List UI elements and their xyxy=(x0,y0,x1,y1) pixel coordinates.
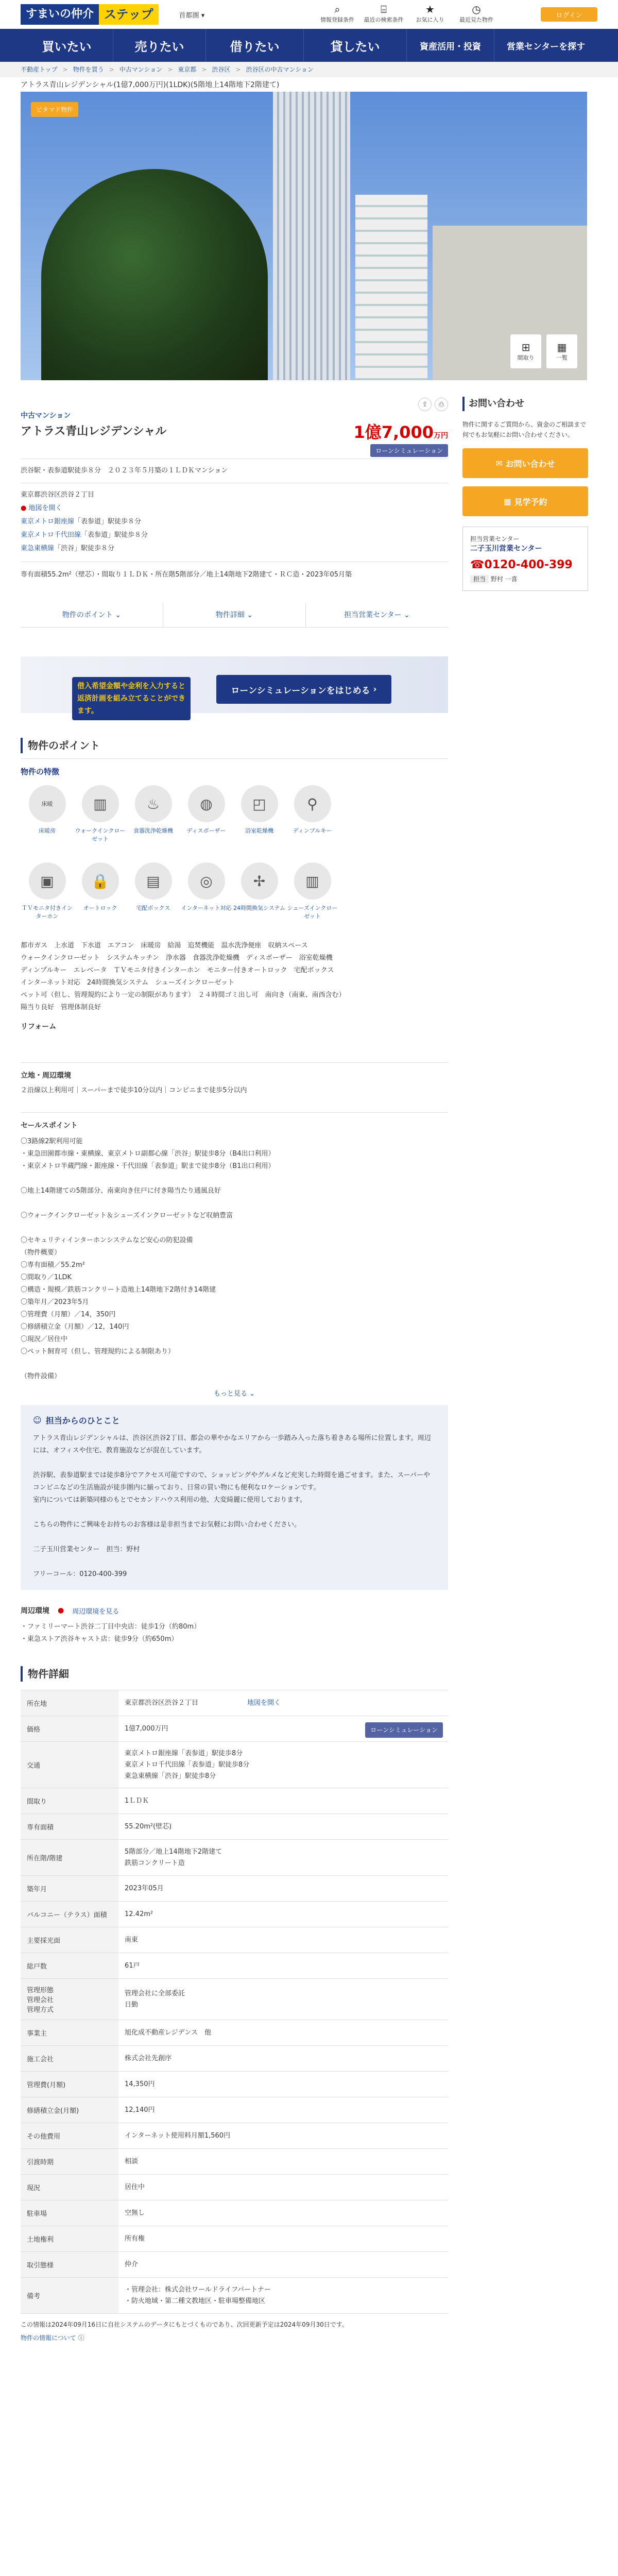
bath-dryer-icon: ◰ xyxy=(241,785,278,822)
detail-value xyxy=(118,2252,448,2277)
detail-row xyxy=(21,2175,448,2200)
crumb[interactable]: 渋谷区の中古マンション xyxy=(246,66,314,73)
anchor-tabs xyxy=(21,603,448,628)
intercom-icon: ▣ xyxy=(29,862,66,900)
sidebar-title: お問い合わせ xyxy=(462,397,588,411)
detail-map-link[interactable]: 地図を開く xyxy=(247,1699,281,1707)
crumb[interactable]: 不動産トップ xyxy=(21,66,58,73)
crumb-sep: > xyxy=(62,66,68,73)
calendar-icon: ▦ xyxy=(503,496,511,506)
detail-label: 交通 xyxy=(21,1742,118,1788)
feature-label: ディンプルキー xyxy=(293,827,332,834)
feature-label: 食器洗浄乾燥機 xyxy=(133,827,173,834)
feature-dishwasher xyxy=(127,785,180,862)
nav-buy[interactable]: 買いたい xyxy=(21,29,113,62)
inquiry-button[interactable] xyxy=(462,448,588,478)
page-title: アトラス青山レジデンシャル(1億7,000万円)(1LDK)(5階地上14階地下2階建て) xyxy=(21,81,280,89)
map-link[interactable] xyxy=(21,502,448,515)
detail-value xyxy=(118,1690,448,1716)
divider xyxy=(21,758,448,759)
detail-table xyxy=(21,1690,448,2314)
detail-row xyxy=(21,2149,448,2175)
sidebar-staff xyxy=(470,574,580,583)
detail-row xyxy=(21,1814,448,1840)
crumb-sep: > xyxy=(235,66,241,73)
detail-text: 居住中 xyxy=(125,2183,145,2191)
crumb-sep: > xyxy=(109,66,114,73)
detail-label: 取引態様 xyxy=(21,2252,118,2277)
station-text: 「表参道」駅徒歩８分 xyxy=(74,518,142,526)
crumb[interactable]: 中古マンション xyxy=(119,66,163,73)
nav-lend[interactable]: 貸したい xyxy=(304,29,407,62)
near-text: ・ファミリーマート渋谷二丁目中央店：徒歩1分（約80m） ・東急ストア渋谷キャスト店：徒歩9分（約650m） xyxy=(21,1623,201,1643)
detail-label: 現況 xyxy=(21,2175,118,2200)
detail-label: 施工会社 xyxy=(21,2046,118,2071)
detail-text: 12,140円 xyxy=(125,2106,155,2114)
tab-label: 物件のポイント xyxy=(62,611,113,619)
button-label: 見学予約 xyxy=(514,497,547,507)
hero-tag: ピタマド物件 xyxy=(31,102,78,117)
button-label: 間取り xyxy=(517,354,535,361)
button-label: お問い合わせ xyxy=(505,459,555,469)
detail-value xyxy=(118,1716,448,1741)
grid-icon: ▦ xyxy=(557,341,567,353)
key-icon: ⚲ xyxy=(294,785,331,822)
favorites-link[interactable] xyxy=(407,3,453,24)
sub-title: 物件の特徴 xyxy=(21,767,60,776)
sidebar-desc: 物件に関するご質問から、資金のご相談まで何でもお気軽にお問い合わせください。 xyxy=(462,421,587,438)
detail-label: 土地権利 xyxy=(21,2226,118,2251)
feature-floor-heating xyxy=(21,785,74,862)
feature-intercom xyxy=(21,862,74,940)
station-text: 「表参道」駅徒歩８分 xyxy=(81,531,148,539)
catch-copy: 渋谷駅・表参道駅徒歩８分 ２０２３年５月築の１ＬＤＫマンション xyxy=(21,467,228,474)
map-link-text[interactable]: 地図を開く xyxy=(28,504,62,512)
feature-label: ディスポーザー xyxy=(186,827,226,834)
detail-row xyxy=(21,1979,448,2020)
feature-bath-dryer xyxy=(233,785,286,862)
detail-label: 備考 xyxy=(21,2278,118,2313)
detail-label: 管理費(月額) xyxy=(21,2072,118,2097)
crumb[interactable]: 渋谷区 xyxy=(212,66,231,73)
near-link[interactable]: 周辺環境を見る xyxy=(72,1607,119,1616)
detail-text: 空無し xyxy=(125,2209,145,2217)
detail-text: 61戸 xyxy=(125,1961,140,1970)
internet-icon: ◎ xyxy=(188,862,225,900)
nav-invest[interactable]: 資産活用・投資 xyxy=(407,29,494,62)
mail-icon: ✉ xyxy=(495,458,503,468)
detail-value xyxy=(118,1840,448,1875)
logo-text: すまいの仲介 xyxy=(21,4,99,25)
feature-label: 24時間換気システム xyxy=(233,905,285,911)
nav-find-center[interactable]: 営業センターを探す xyxy=(506,41,586,52)
detail-value xyxy=(118,1979,448,2020)
detail-text: 55.20m²(壁芯) xyxy=(125,1822,172,1831)
area-select[interactable]: 首都圏 ▾ xyxy=(179,11,205,20)
detail-label: 総戸数 xyxy=(21,1953,118,1978)
feature-ventilation xyxy=(233,862,286,940)
tab-label: 物件詳細 xyxy=(215,611,245,619)
staff-label: 担当 xyxy=(470,575,489,583)
feature-label: シューズインクローゼット xyxy=(287,905,338,920)
detail-row xyxy=(21,2123,448,2149)
near-header xyxy=(21,1605,448,1616)
staff-title-text: 担当からのひとこと xyxy=(45,1416,120,1426)
hero-image xyxy=(21,92,587,380)
divider xyxy=(21,1112,448,1113)
detail-text: 14,350円 xyxy=(125,2080,155,2088)
detail-row xyxy=(21,1742,448,1788)
feature-label: ＴＶモニタ付きインターホン xyxy=(22,905,73,920)
icon-label: 情報登録条件 xyxy=(320,16,354,23)
detail-row xyxy=(21,1840,448,1876)
global-nav xyxy=(0,29,618,62)
detail-value xyxy=(118,1788,448,1814)
detail-row xyxy=(21,2046,448,2072)
detail-text: 東京メトロ銀座線「表参道」駅徒歩8分 東京メトロ千代田線「表参道」駅徒歩8分 東急東横線「渋谷」駅徒歩8分 xyxy=(125,1749,250,1780)
section-title: 物件のポイント xyxy=(21,738,448,753)
more-label: もっと見る xyxy=(213,1390,247,1398)
station-text: 「渋谷」駅徒歩８分 xyxy=(54,545,115,552)
tab-center[interactable]: 担当営業センター ⌄ xyxy=(344,611,410,619)
sales-title: セールスポイント xyxy=(21,1122,78,1130)
nav-sell[interactable]: 売りたい xyxy=(113,29,206,62)
detail-row xyxy=(21,2020,448,2046)
detail-row xyxy=(21,2252,448,2278)
detail-text: 5階部分／地上14階地下2階建て 鉄筋コンクリート造 xyxy=(125,1848,222,1867)
tab-label: 担当営業センター xyxy=(344,611,402,619)
header xyxy=(0,0,618,29)
sidebar xyxy=(462,397,588,591)
center-label: 担当営業センター xyxy=(470,535,520,543)
detail-label: 間取り xyxy=(21,1788,118,1814)
feature-delivery-box xyxy=(127,862,180,940)
feature-wic xyxy=(74,785,127,862)
detail-row xyxy=(21,2072,448,2097)
photo-list-button[interactable] xyxy=(546,334,578,369)
recent-search-link[interactable] xyxy=(360,3,407,24)
recent-viewed-link[interactable] xyxy=(453,3,500,24)
phone-icon: ☎ xyxy=(470,558,485,571)
button-label: ローンシミュレーションをはじめる xyxy=(231,685,370,696)
logo-accent: ステップ xyxy=(99,4,159,25)
near-title: 周辺環境 xyxy=(21,1607,49,1615)
crumb-sep: > xyxy=(167,66,173,73)
staff-name: 野村 一喜 xyxy=(490,575,518,583)
detail-value xyxy=(118,2278,448,2313)
detail-value xyxy=(118,1876,448,1901)
detail-row xyxy=(21,1876,448,1902)
line-link[interactable]: 東京メトロ千代田線 xyxy=(21,531,81,539)
report-link[interactable]: 物件の情報について ⓘ xyxy=(21,2334,84,2342)
crumb[interactable]: 物件を買う xyxy=(73,66,104,73)
property-name: アトラス青山レジデンシャル xyxy=(21,425,167,438)
history-icon: ⌸ xyxy=(381,3,387,15)
detail-label: バルコニー（テラス）面積 xyxy=(21,1902,118,1927)
sales-text: 〇3路線2駅利用可能 ・東急田園都市線・東横線、東京メトロ副都心線「渋谷」駅徒歩8分（B4出口利用） ・東京メトロ半蔵門線・銀座線・千代田線「表参道」駅まで徒歩8分（B1出口利用） 〇地上14階建ての5階部分、南東向き住戸に付き陽当たり通風良好 〇ウォークインクローゼット＆シューズインクローゼットなど収納豊富 〇セキュリティインターホンシステムなど安心の防犯設備 （物件概要） 〇専有面積／55.2m² 〇間取り／1LDK 〇構造・規模／鉄筋コンクリート造地上14階地下2階付き14階建 〇築年月／2023年5月 〇管理費（月額）／14，350円 〇修繕積立金（月額）／12，140円 〇現況／居住中 〇ペット飼育可（但し、管理規約による制限あり） （物件設備） xyxy=(21,1138,275,1380)
feature-grid xyxy=(21,785,448,940)
loan-sim-button[interactable]: ローンシミュレーション xyxy=(370,444,448,457)
visit-button[interactable] xyxy=(462,486,588,516)
detail-row xyxy=(21,1690,448,1716)
detail-value xyxy=(118,2123,448,2148)
detail-label: 管理形態 管理会社 管理方式 xyxy=(21,1979,118,2020)
feature-label: オートロック xyxy=(83,905,117,911)
detail-text: 南東 xyxy=(125,1936,139,1944)
area-label: 首都圏 xyxy=(179,11,199,20)
detail-row xyxy=(21,2097,448,2123)
category-label: 中古マンション xyxy=(21,412,71,420)
detail-label: 価格 xyxy=(21,1716,118,1741)
tab-details[interactable]: 物件詳細 ⌄ xyxy=(163,603,306,627)
divider xyxy=(21,1062,448,1063)
feature-label: 宅配ボックス xyxy=(136,905,170,911)
detail-row xyxy=(21,2226,448,2252)
fan-icon: ✢ xyxy=(241,862,278,900)
nav-rent[interactable]: 借りたい xyxy=(206,29,304,62)
detail-value xyxy=(118,2226,448,2251)
detail-row xyxy=(21,1953,448,1979)
station-row xyxy=(21,542,448,555)
detail-value xyxy=(118,1742,448,1788)
disposer-icon: ◍ xyxy=(188,785,225,822)
report-text[interactable]: 物件の情報について xyxy=(21,2334,76,2342)
detail-value xyxy=(118,2097,448,2123)
dishwasher-icon: ♨ xyxy=(135,785,172,822)
floorplan-button[interactable] xyxy=(510,334,542,369)
hero-building xyxy=(273,92,350,380)
detail-value xyxy=(118,2072,448,2097)
search-icon: ⌕ xyxy=(334,3,340,15)
detail-row xyxy=(21,1788,448,1814)
detail-value xyxy=(118,2046,448,2071)
logo[interactable] xyxy=(21,4,159,25)
line-link[interactable]: 東京メトロ銀座線 xyxy=(21,518,75,526)
feature-disposer xyxy=(180,785,233,862)
crumb[interactable]: 東京都 xyxy=(178,66,197,73)
detail-label: その他費用 xyxy=(21,2123,118,2148)
detail-value xyxy=(118,2200,448,2226)
feature-label: 床暖房 xyxy=(39,827,56,834)
detail-value xyxy=(118,1902,448,1927)
detail-text: ・管理会社：株式会社ワールドライフパートナー ・防火地域・第二種文教地区・駐車場整備地区 xyxy=(125,2285,271,2305)
address: 東京都渋谷区渋谷２丁目 xyxy=(21,491,95,499)
feature-label: ウォークインクローゼット xyxy=(75,827,126,842)
station-row xyxy=(21,515,448,529)
detail-row xyxy=(21,1902,448,1927)
loan-start-button[interactable]: ローンシミュレーションをはじめる › xyxy=(216,675,391,704)
detail-value xyxy=(118,1814,448,1839)
detail-text: 東京都渋谷区渋谷２丁目 xyxy=(125,1699,199,1707)
pin-icon: ● xyxy=(21,504,27,512)
section-title: 物件詳細 xyxy=(21,1666,448,1682)
share-icon[interactable]: ⇪ xyxy=(418,398,432,411)
detail-label: 所在階/階建 xyxy=(21,1840,118,1875)
staff-title xyxy=(33,1414,436,1426)
detail-row xyxy=(21,2200,448,2226)
detail-label: 専有面積 xyxy=(21,1814,118,1839)
shoe-closet-icon: ▥ xyxy=(294,862,331,900)
detail-text: インターネット使用料月額1,560円 xyxy=(125,2131,231,2140)
loan-banner xyxy=(21,656,448,713)
more-button[interactable]: もっと見る ⌄ xyxy=(213,1390,255,1398)
property-summary: 専有面積55.2m²（壁芯）・間取り１ＬＤＫ・所在階5階部分／地上14階地下2階建て・ＲＣ造・2023年05月築 xyxy=(21,571,352,579)
search-condition-link[interactable] xyxy=(314,3,360,24)
detail-value xyxy=(118,1927,448,1953)
staff-comment xyxy=(21,1405,448,1590)
detail-text: 仲介 xyxy=(125,2260,139,2268)
price-value: 1億7,000 xyxy=(353,422,434,442)
line-link[interactable]: 東急東横線 xyxy=(21,545,55,552)
feature-text: 都市ガス 上水道 下水道 エアコン 床暖房 給湯 追焚機能 温水洗浄便座 収納スペース ウォークインクローゼット システムキッチン 浄水器 食器洗浄乾燥機 ディスポーザー 浴室乾燥機 ディンプルキー エレベータ ＴＶモニタ付きインターホン モニター付きオートロック 宅配ボックス インターネット対応 24時間換気システム シューズインクローゼット ペット可（但し、管理規約により一定の制限があります） ２４時間ゴミ出し可 南向き（南東、南西含む） 陽当り良好 管理体制良好 xyxy=(21,942,346,1011)
detail-label: 事業主 xyxy=(21,2020,118,2045)
feature-dimple-key xyxy=(286,785,339,862)
feature-label: インターネット対応 xyxy=(181,905,232,911)
price xyxy=(354,419,449,443)
detail-text: 2023年05月 xyxy=(125,1884,164,1892)
breadcrumb xyxy=(0,62,618,77)
sidebar-center-box xyxy=(462,527,588,591)
detail-value xyxy=(118,2175,448,2200)
feature-autolock xyxy=(74,862,127,940)
detail-label: 引渡時期 xyxy=(21,2149,118,2174)
detail-label: 主要採光面 xyxy=(21,1927,118,1953)
tab-points[interactable]: 物件のポイント ⌄ xyxy=(21,603,163,627)
icon-label: 最近の検索条件 xyxy=(364,16,404,23)
feature-internet xyxy=(180,862,233,940)
feature-shoe-closet xyxy=(286,862,339,940)
detail-text: 1ＬＤＫ xyxy=(125,1797,149,1805)
button-label: 一覧 xyxy=(556,354,568,361)
update-note: この情報は2024年09月16日に自社システムのデータにもとづくものであり、次回更新予定は2024年09月30日です。 xyxy=(21,2321,348,2328)
station-row xyxy=(21,529,448,542)
detail-label: 修繕積立金(月額) xyxy=(21,2097,118,2123)
tel-number: 0120-400-399 xyxy=(484,558,573,571)
feature-spacer xyxy=(339,785,444,862)
detail-text: 相談 xyxy=(125,2157,139,2165)
clock-icon: ◷ xyxy=(472,3,481,15)
detail-value xyxy=(118,2020,448,2045)
icon-label: 最近見た物件 xyxy=(459,16,493,23)
detail-label: 駐車場 xyxy=(21,2200,118,2226)
feature-label: 浴室乾燥機 xyxy=(245,827,273,834)
price-unit: 万円 xyxy=(434,432,448,440)
detail-loan-button[interactable]: ローンシミュレーション xyxy=(365,1722,443,1738)
property-header xyxy=(21,397,448,459)
detail-text: 旭化成不動産レジデンス 他 xyxy=(125,2028,212,2037)
login-button[interactable]: ログイン xyxy=(541,7,597,22)
main-content xyxy=(21,397,448,2345)
detail-label: 所在地 xyxy=(21,1690,118,1716)
detail-row xyxy=(21,2278,448,2314)
person-icon: ☺ xyxy=(33,1415,42,1425)
print-icon[interactable]: ⎙ xyxy=(435,398,448,411)
floor-heating-icon xyxy=(29,785,66,822)
env-text: ２沿線以上利用可｜スーパーまで徒歩10分以内｜コンビニまで徒歩5分以内 xyxy=(21,1087,247,1094)
star-icon: ★ xyxy=(425,3,435,15)
detail-text: 株式会社先創序 xyxy=(125,2054,172,2062)
hero-tree xyxy=(41,169,268,380)
detail-text: 所有権 xyxy=(125,2234,145,2243)
sidebar-center-link[interactable]: 二子玉川営業センター xyxy=(470,545,542,553)
staff-text: アトラス青山レジデンシャルは、渋谷区渋谷2丁目、都会の華やかなエリアから一歩踏み入った落ち着きある場所に位置します。周辺には、オフィスや住宅、教育施設などが混在しています。 渋谷駅、表参道駅までは徒歩8分でアクセス可能ですので、ショッピングやグルメなど充実した時間を過ごせます。また、スーパーやコンビニなどの生活施設が徒歩圏内に揃っており、日常の買い物にも便利なロケーションです。 室内については新築同様のもとでセカンドハウス利用の他、大変綺麗に使用しております。 こちらの物件にご興味をお持ちのお客様は是非担当までお気軽にお問い合わせください。 二子玉川営業センター 担当：野村 フリーコール：0120-400-399 xyxy=(33,1434,431,1578)
detail-row xyxy=(21,1927,448,1953)
detail-label: 築年月 xyxy=(21,1876,118,1901)
env-title: 立地・周辺環境 xyxy=(21,1072,71,1080)
lock-icon: 🔒 xyxy=(82,862,119,900)
crumb-sep: > xyxy=(201,66,207,73)
box-icon: ▤ xyxy=(135,862,172,900)
icon-label: お気に入り xyxy=(416,16,444,23)
floorplan-icon: ⊞ xyxy=(521,341,530,353)
sidebar-tel[interactable] xyxy=(470,558,580,571)
hero-bg-building xyxy=(355,195,427,380)
detail-text: 12.42m² xyxy=(125,1910,153,1918)
closet-icon: ▥ xyxy=(82,785,119,822)
pin-icon: ● xyxy=(58,1606,64,1615)
icon-text: 床暖 xyxy=(41,801,53,807)
detail-value xyxy=(118,1953,448,1978)
detail-text: 1億7,000万円 xyxy=(125,1724,168,1733)
detail-value xyxy=(118,2149,448,2174)
banner-text: 借入希望金額や金利を入力すると 返済計画を組み立てることができます。 xyxy=(72,677,191,720)
reform-title: リフォーム xyxy=(21,1023,57,1031)
detail-row xyxy=(21,1716,448,1742)
detail-text: 管理会社に全部委託 日勤 xyxy=(125,1989,185,2009)
